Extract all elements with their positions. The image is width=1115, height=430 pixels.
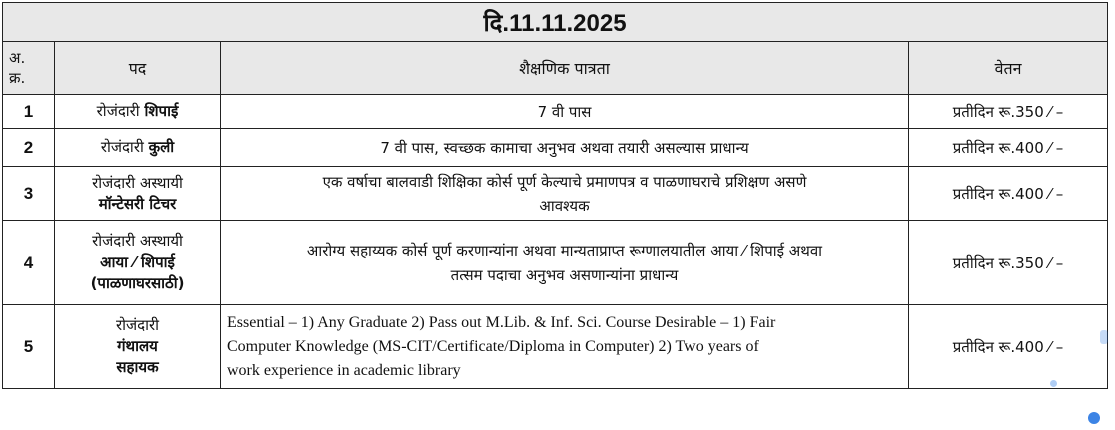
qualification-line: एक वर्षाचा बालवाडी शिक्षिका कोर्स पूर्ण केल्याचे प्रमाणपत्र व पाळणाघराचे प्रशिक्षण असणे	[322, 172, 807, 191]
table-row	[3, 221, 1108, 305]
table-row	[3, 167, 1108, 221]
date-title: दि.11.11.2025	[3, 3, 1108, 42]
watermark-dot	[1050, 380, 1057, 387]
salary-cell: प्रतीदिन रू.400 ⁄ –	[909, 305, 1108, 389]
post-line: रोजंदारी	[115, 316, 160, 334]
post-title: आया ⁄ शिपाई	[100, 253, 175, 271]
post-title: कुली	[148, 138, 175, 156]
post-prefix: रोजंदारी	[100, 138, 149, 156]
post-cell	[55, 129, 221, 167]
post-subtitle: सहायक	[116, 358, 159, 376]
recruitment-table-container	[2, 2, 1107, 389]
qualification-cell	[221, 167, 909, 221]
qualification-cell: 7 वी पास	[221, 95, 909, 129]
post-line: रोजंदारी अस्थायी	[92, 232, 183, 250]
post-prefix: रोजंदारी	[96, 102, 145, 120]
table-row	[3, 129, 1108, 167]
post-cell	[55, 221, 221, 305]
row-number: 4	[3, 221, 55, 305]
row-number: 3	[3, 167, 55, 221]
watermark-dot	[1088, 412, 1100, 424]
watermark-dot	[1100, 330, 1108, 344]
salary-header: वेतन	[909, 42, 1108, 95]
post-title: गंथालय	[117, 337, 158, 355]
row-number: 1	[3, 95, 55, 129]
qualification-cell	[221, 305, 909, 389]
table-row	[3, 305, 1108, 389]
post-line: रोजंदारी अस्थायी	[92, 173, 183, 192]
qualification-line: आवश्यक	[539, 196, 590, 215]
table-row	[3, 95, 1108, 129]
qualification-line: आरोग्य सहाय्यक कोर्स पूर्ण करणान्यांना अथवा मान्यताप्राप्त रूग्णालयातील आया ⁄ शिपाई अथवा	[306, 241, 823, 260]
qualification-line: तत्सम पदाचा अनुभव असणान्यांना प्राधान्य	[450, 265, 679, 284]
recruitment-table	[2, 2, 1108, 389]
salary-cell: प्रतीदिन रू.400 ⁄ –	[909, 167, 1108, 221]
qualification-line: Computer Knowledge (MS-CIT/Certificate/Diploma in Computer) 2) Two years of	[227, 337, 759, 355]
post-cell	[55, 95, 221, 129]
post-cell	[55, 167, 221, 221]
qualification-line: Essential – 1) Any Graduate 2) Pass out M.Lib. & Inf. Sci. Course Desirable – 1) Fair	[227, 313, 776, 331]
qualification-header: शैक्षणिक पात्रता	[221, 42, 909, 95]
post-title: मॉन्टेसरी टिचर	[98, 194, 177, 213]
post-subtitle: (पाळणाघरसाठी)	[90, 274, 185, 292]
row-number: 5	[3, 305, 55, 389]
salary-cell: प्रतीदिन रू.350 ⁄ –	[909, 221, 1108, 305]
salary-cell: प्रतीदिन रू.400 ⁄ –	[909, 129, 1108, 167]
serial-header	[3, 42, 55, 95]
qualification-cell	[221, 221, 909, 305]
serial-header-line2: क्र.	[9, 69, 26, 87]
qualification-line: work experience in academic library	[227, 361, 461, 379]
post-header: पद	[55, 42, 221, 95]
post-cell	[55, 305, 221, 389]
qualification-cell: 7 वी पास, स्वच्छक कामाचा अनुभव अथवा तयारी असल्यास प्राधान्य	[221, 129, 909, 167]
salary-cell: प्रतीदिन रू.350 ⁄ –	[909, 95, 1108, 129]
post-title: शिपाई	[144, 102, 179, 120]
row-number: 2	[3, 129, 55, 167]
header-row	[3, 42, 1108, 95]
serial-header-line1: अ.	[9, 49, 26, 67]
